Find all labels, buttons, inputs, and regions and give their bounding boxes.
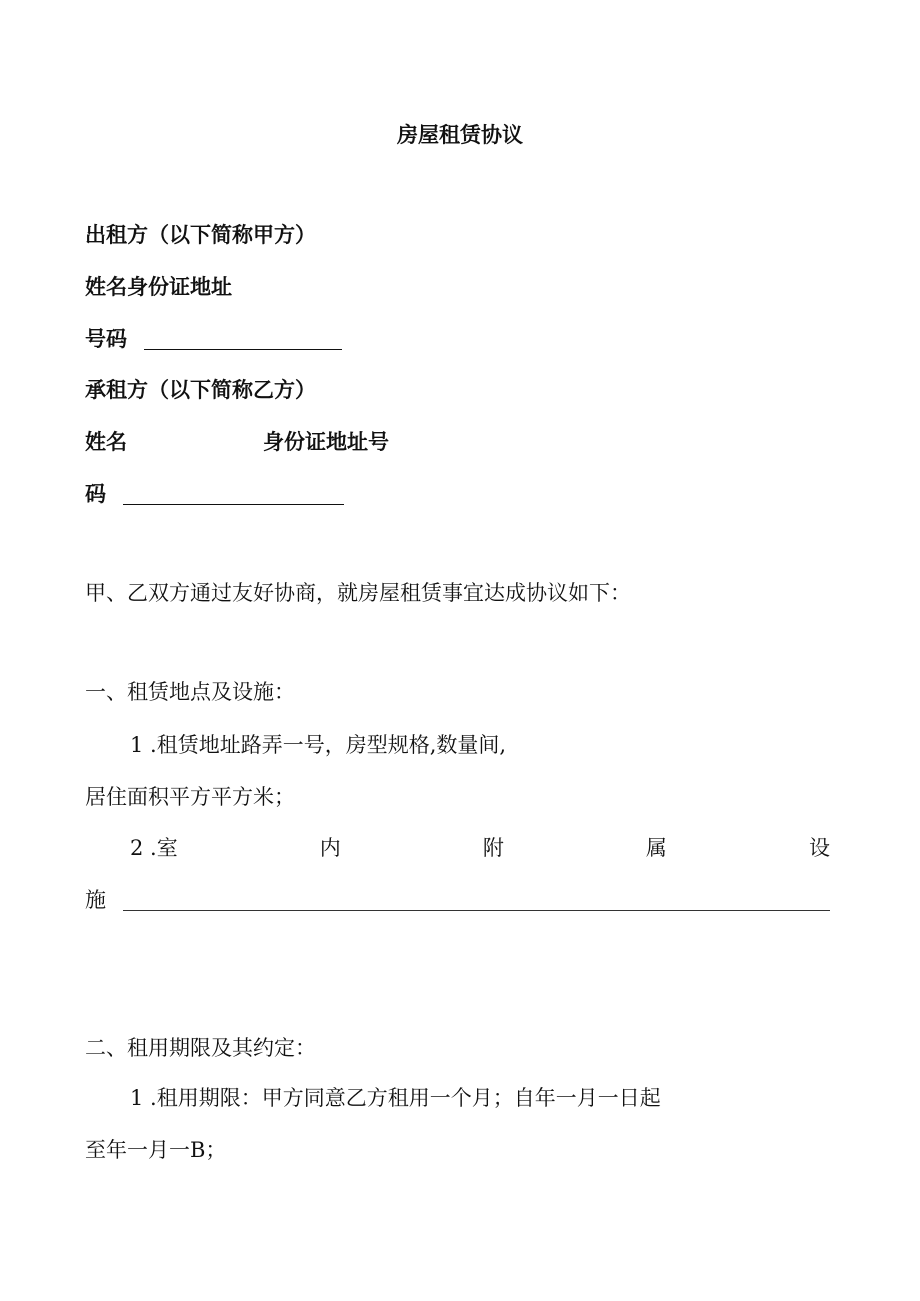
lessor-number-label: 号码 xyxy=(85,327,127,351)
lessor-heading: 出租方（以下简称甲方） xyxy=(85,223,316,247)
lessee-number-blank xyxy=(123,486,344,505)
section1-item2-char: 附 xyxy=(482,836,504,860)
section1-item2-line2-label: 施 xyxy=(85,888,106,912)
lessor-name-id-address: 姓名身份证地址 xyxy=(85,275,232,299)
section1-item1-line2: 居住面积平方平方米； xyxy=(85,785,295,809)
section1-item2-char: 2 .室 xyxy=(130,836,178,860)
lessee-name-label: 姓名 xyxy=(85,430,127,454)
lessor-number-row xyxy=(85,329,342,350)
lessee-heading: 承租方（以下简称乙方） xyxy=(85,378,316,402)
section1-item2-char: 内 xyxy=(319,836,341,860)
document-title: 房屋租赁协议 xyxy=(397,123,523,147)
section1-heading: 一、租赁地点及设施： xyxy=(85,680,295,704)
lessee-number-label: 码 xyxy=(85,482,106,506)
lessee-id-address-label: 身份证地址号 xyxy=(263,430,389,454)
lessor-number-blank xyxy=(144,331,342,350)
section1-item2-char: 属 xyxy=(645,836,667,860)
agreement-intro: 甲、乙双方通过友好协商，就房屋租赁事宜达成协议如下： xyxy=(85,581,631,605)
section2-item1-line1: 1 .租用期限：甲方同意乙方租用一个月；自年一月一日起 xyxy=(130,1086,661,1110)
section1-item2-char: 设 xyxy=(808,836,830,860)
lessee-number-row xyxy=(85,484,344,505)
section1-item1-line1: 1 .租赁地址路弄一号，房型规格,数量间, xyxy=(130,733,507,757)
section1-item2-line2 xyxy=(85,890,830,911)
facilities-blank xyxy=(123,892,830,911)
section2-heading: 二、租用期限及其约定： xyxy=(85,1036,316,1060)
section2-item1-line2: 至年一月一B； xyxy=(85,1138,227,1162)
section1-item2-line1 xyxy=(130,838,830,859)
